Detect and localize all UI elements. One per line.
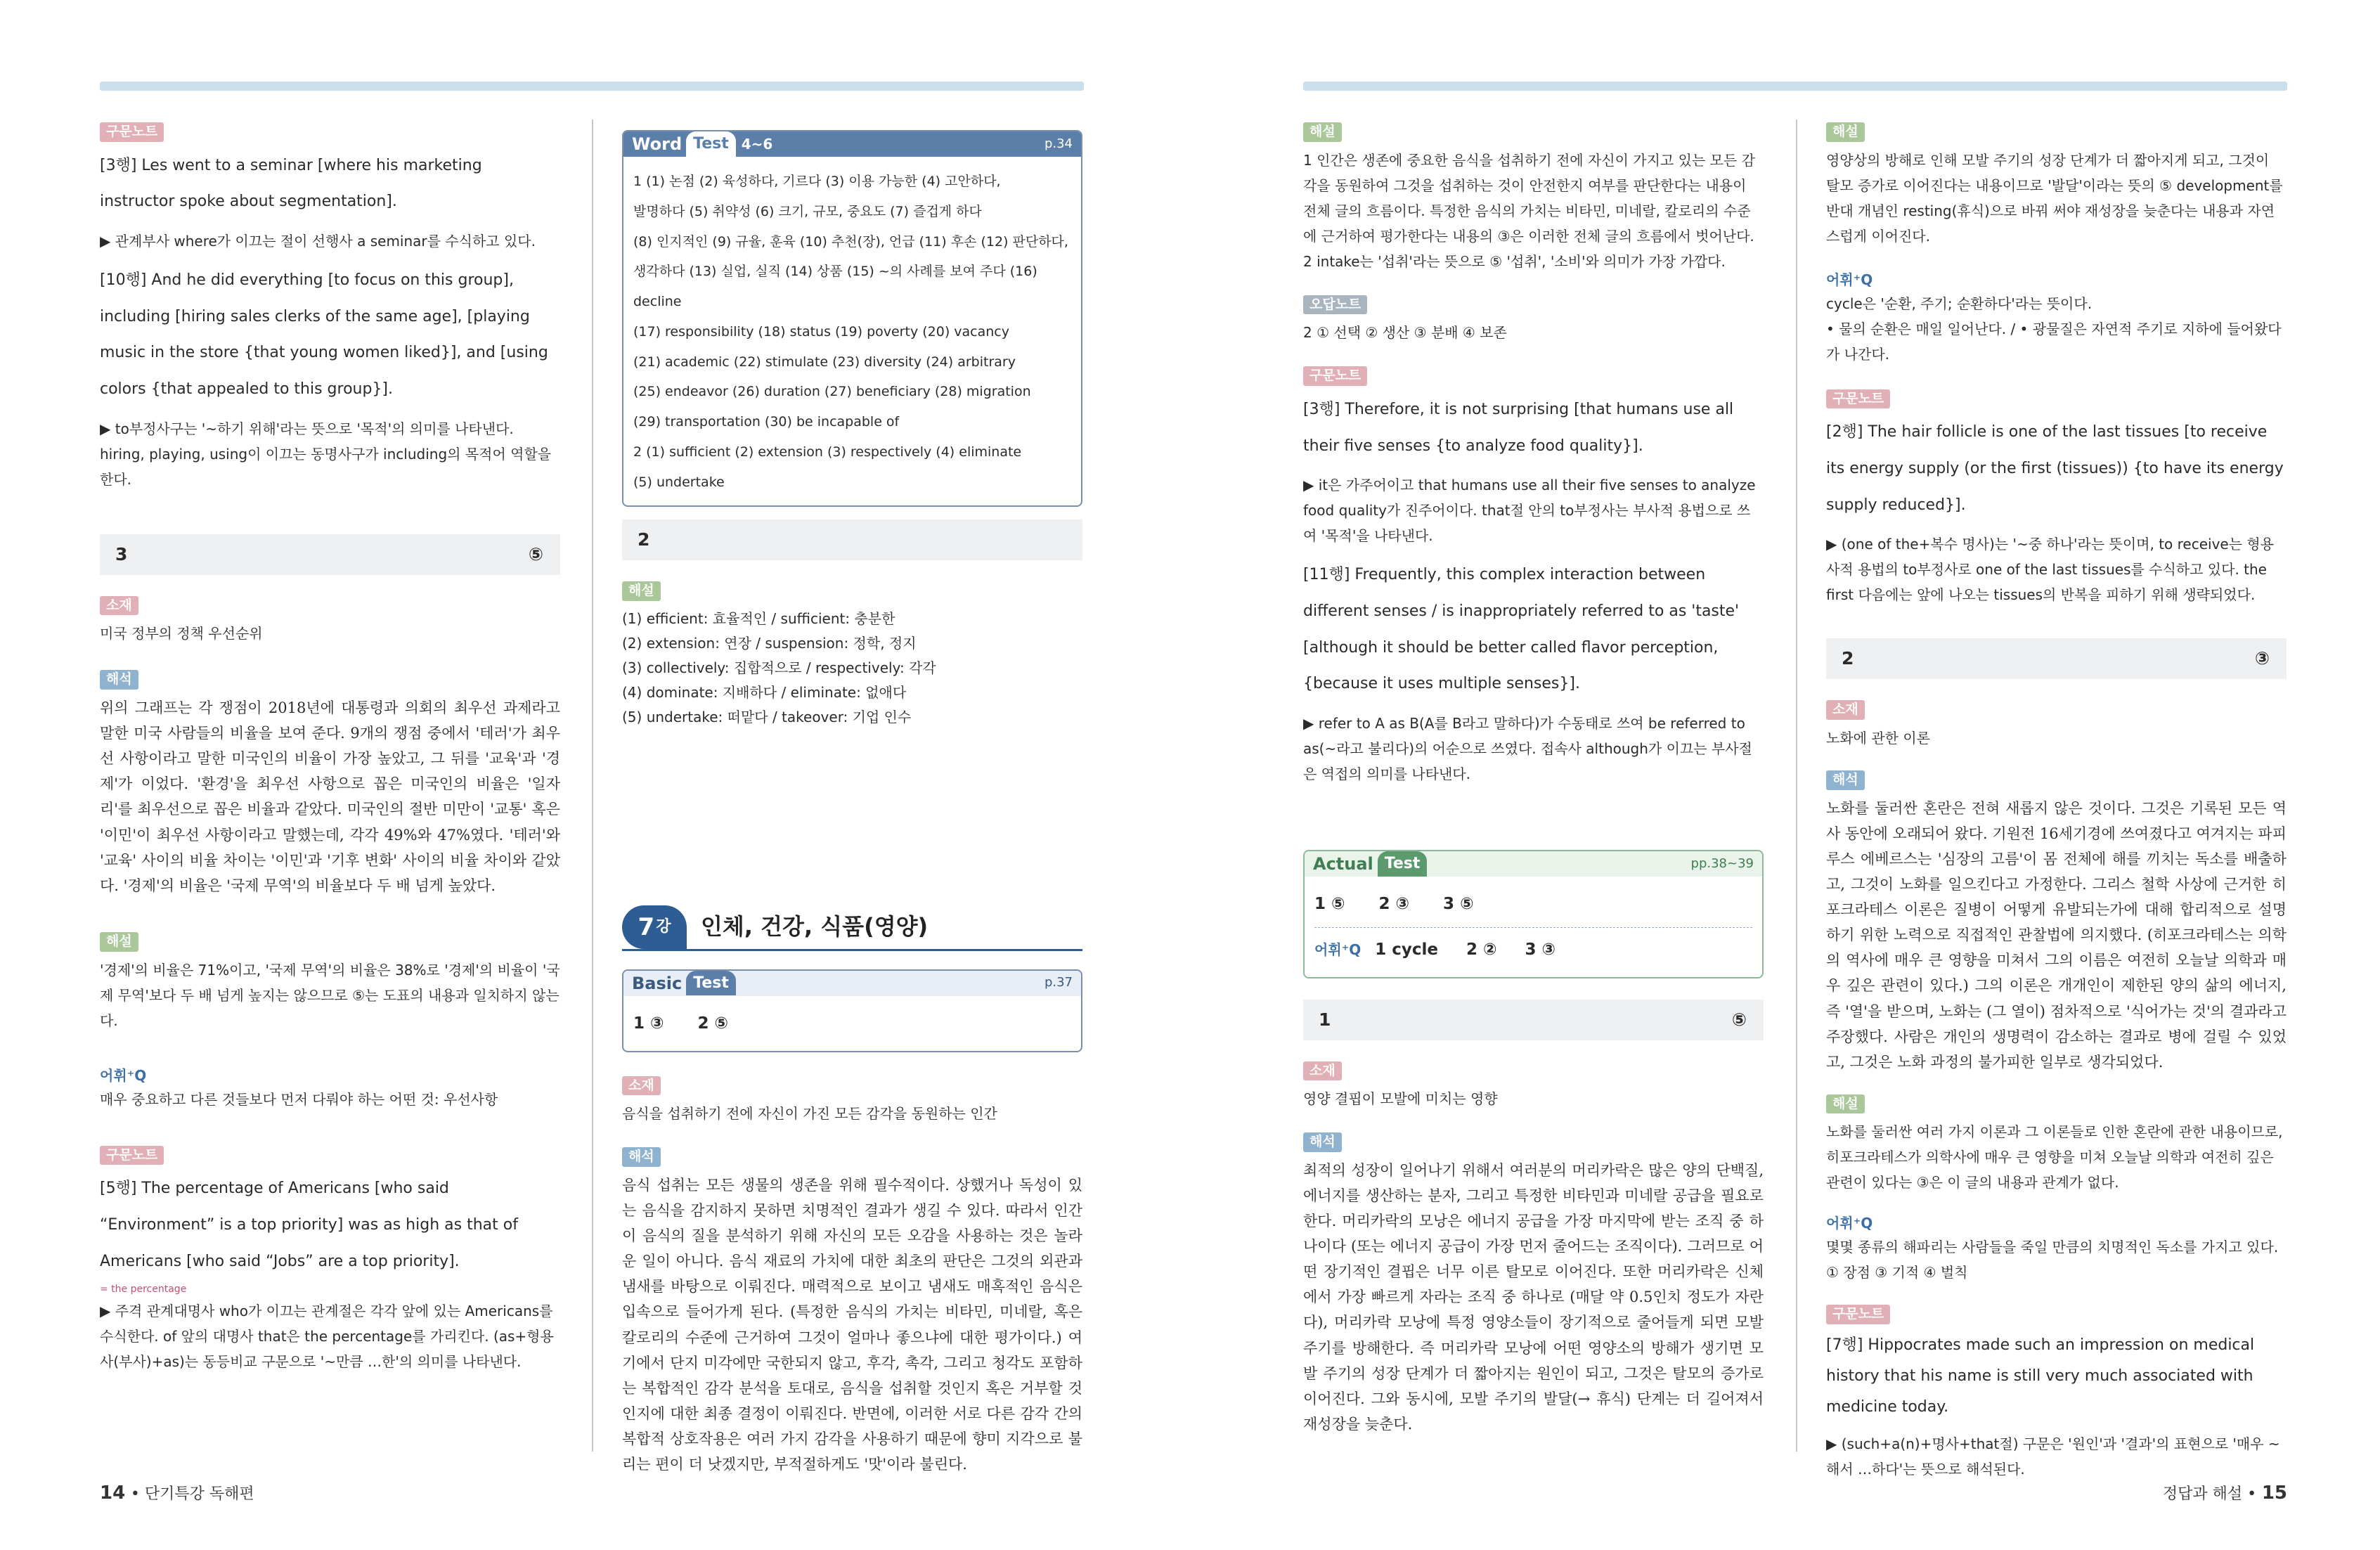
box-title-tab: Test — [1378, 851, 1428, 876]
vocab-block — [100, 1064, 560, 1112]
answer-bar — [100, 534, 560, 575]
section-tag: 해석 — [1826, 770, 1865, 790]
sentence-analysis: [10행] And he did everything [to focus on this group], including [hiring sales clerks of the same age], [playing music in the store {that young women liked}], and [using colors {that appealed to this group}]. — [100, 271, 548, 399]
section-tag: 해설 — [1826, 122, 1865, 142]
word-test-line: (5) undertake — [633, 474, 725, 490]
section-title: 정답과 해설 • — [2162, 1485, 2257, 1503]
section-tag: 오답노트 — [1303, 295, 1367, 315]
explanation-item: (4) dominate: 지배하다 / eliminate: 없애다 — [622, 683, 907, 701]
word-test-line: (29) transportation (30) be incapable of — [633, 414, 900, 430]
box-title: Word — [632, 134, 683, 154]
sentence-analysis: [5행] The percentage of Americans [who said “Environment” is a top priority] was as high as that of Americans [who said “Jobs” are a top priority]. — [100, 1180, 518, 1270]
section-tag: 구문노트 — [100, 1146, 164, 1165]
vocab-heading: 어휘⁺Q — [100, 1066, 147, 1084]
grammar-note: ▶ 주격 관계대명사 who가 이끄는 관계절은 각각 앞에 있는 Americans를 수식한다. of 앞의 대명사 that은 the percentage를 가리킨다. (as+형용사(부사)+as)는 동등비교 구문으로 '~만큼 …한'의 의미를 나타낸다. — [100, 1303, 554, 1371]
book-title: • 단기특강 독해편 — [130, 1485, 254, 1503]
word-test-line: 발명하다 (5) 취약성 (6) 크기, 규모, 중요도 (7) 즐겁게 하다 — [633, 203, 982, 219]
translation-text: 노화를 둘러싼 혼란은 전혀 새롭지 않은 것이다. 그것은 기록된 모든 역사 동안에 오래되어 왔다. 기원전 16세기경에 쓰여졌다고 여겨지는 파피루스 에베르스는 '심장의 고름'이 몸 전체에 해를 끼치는 독소를 배출하고, 그것이 노화를 일으킨다고 가정한다. 그리스 철학 사상에 근거한 히포크라테스 이론은 질병이 어떻게 유발되는가에 대해 합리적으로 설명하기 위한 노력으로 직접적인 관찰법에 의지했다. (히포크라테스는 의학의 역사에 매우 큰 영향을 미쳐서 그의 이름은 여전히 오늘날 의학과 매우 깊은 관련이 있다.) 그의 이론은 개개인이 제한된 양의 삶의 에너지, 즉 '열'을 받으며, 노화는 (그 열이) 점차적으로 '식어가는 것'의 결과라고 주장했다. 사람은 개인의 생명력이 감소하는 결과로 병에 걸릴 수 있었고, 그것은 노화 과정의 불가피한 일부로 생각되었다. — [1826, 799, 2287, 1071]
word-test-line: 2 (1) sufficient (2) extension (3) respectively (4) eliminate — [633, 444, 1022, 460]
vocab-text: 매우 중요하고 다른 것들보다 먼저 다뤄야 하는 어떤 것: 우선사항 — [100, 1090, 498, 1108]
gumun-note-block — [1826, 1302, 2287, 1482]
answer-choice: ③ — [2254, 648, 2270, 669]
haeseol-block — [1303, 120, 1764, 274]
haeseol-block — [622, 579, 1082, 730]
grammar-note: ▶ (one of the+복수 명사)는 '~중 하나'라는 뜻이며, to receive는 형용사적 용법의 to부정사로 one of the last tissues를 수식하고 있다. the first 다음에는 앞에 나오는 tissues의 반복을 피하기 위해 생략되었다. — [1826, 536, 2275, 604]
vocab-heading: 어휘⁺Q — [1314, 941, 1362, 958]
gumun-note-block — [1303, 363, 1764, 787]
topic-text: 영양 결핍이 모발에 미치는 영향 — [1303, 1090, 1498, 1108]
box-title-tab: Test — [686, 971, 736, 995]
explanation-text: 노화를 둘러싼 여러 가지 이론과 그 이론들로 인한 혼란에 관한 내용이므로, 히포크라테스가 의학사에 매우 큰 영향을 미쳐 오늘날 의학과 여전히 깊은 관련이 있다는 ③은 이 글의 내용과 관계가 없다. — [1826, 1123, 2283, 1191]
haeseok-block — [1303, 1130, 1764, 1437]
grammar-note: ▶ to부정사구는 '~하기 위해'라는 뜻으로 '목적'의 의미를 나타낸다. hiring, playing, using이 이끄는 동명사구가 including의 목적어 역할을 한다. — [100, 420, 552, 488]
word-test-box — [622, 130, 1082, 507]
vocab-text: cycle은 '순환, 주기; 순환하다'라는 뜻이다. — [1826, 295, 2093, 312]
gumun-note-block — [100, 1143, 560, 1375]
sojae-block — [622, 1073, 1082, 1127]
actual-test-body — [1305, 877, 1762, 977]
explanation-text: 1 인간은 생존에 중요한 음식을 섭취하기 전에 자신이 가지고 있는 모든 감각을 동원하여 그것을 섭취하는 것이 안전한지 여부를 판단한다는 내용이 전체 글의 흐름이다. 특정한 음식의 가치는 비타민, 미네랄, 칼로리의 수준에 근거하여 평가한다는 내용의 ③은 이러한 전체 글의 흐름에서 벗어난다. — [1303, 151, 1755, 245]
section-tag: 해석 — [100, 670, 138, 690]
sentence-analysis: [7행] Hippocrates made such an impression on medical history that his name is still very much associated with medicine today. — [1826, 1336, 2255, 1416]
word-test-line: 1 (1) 논점 (2) 육성하다, 기르다 (3) 이용 가능한 (4) 고안하다, — [633, 174, 1001, 189]
section-tag: 해석 — [1303, 1132, 1342, 1152]
box-range: 4~6 — [741, 136, 773, 153]
translation-text: 음식 섭취는 모든 생물의 생존을 위해 필수적이다. 상했거나 독성이 있는 음식을 감지하지 못하면 치명적인 결과가 생길 수 있다. 따라서 인간이 음식의 질을 분석하기 위해 자신의 모든 오감을 사용하는 것은 놀라운 일이 아니다. 음식 재료의 가치에 대한 최초의 판단은 그것의 외관과 냄새를 바탕으로 이뤄진다. 매력적으로 보이고 냄새도 매혹적인 음식은 입속으로 들어가게 된다. (특정한 음식의 가치는 비타민, 미네랄, 혹은 칼로리의 수준에 근거하여 그것이 얼마나 좋으냐에 대한 평가이다.) 여기에서 단지 미각에만 국한되지 않고, 후각, 촉각, 그리고 청각도 포함하는 복합적인 감각 분석을 토대로, 음식을 섭취할 것인지 혹은 거부할 것인지에 대한 최종 결정이 이뤄진다. 반면에, 이러한 서로 다른 감각 간의 복합적 상호작용은 여러 가지 감각을 사용하기 때문에 향미 지각으로 불리는 편이 더 낫겠지만, 부적절하게도 '맛'이라 불린다. — [622, 1176, 1082, 1473]
translation-text: 위의 그래프는 각 쟁점이 2018년에 대통령과 의회의 최우선 과제라고 말한 미국 사람들의 비율을 보여 준다. 9개의 쟁점 중에서 '테러'가 최우선 사항이라고 말한 미국인의 비율이 가장 높았고, 그 뒤를 '교육'과 '경제'가 이었다. '환경'을 최우선 사항으로 꼽은 미국인의 비율은 '일자리'를 최우선으로 꼽은 비율과 같았다. 미국인의 절반 미만이 '교통' 혹은 '이민'이 최우선 사항이라고 말했는데, 각각 49%와 47%였다. '테러'와 '교육' 사이의 비율 차이는 '이민'과 '기후 변화' 사이의 비율 차이와 같았다. '경제'의 비율은 '국제 무역'의 비율보다 두 배 넘게 높았다. — [100, 699, 560, 894]
word-test-header — [623, 131, 1081, 157]
section-tag: 해설 — [100, 932, 138, 952]
left-footer — [100, 1482, 254, 1504]
answer-bar — [622, 519, 1082, 560]
vocab-text: • 물의 순환은 매일 일어난다. / • 광물질은 자연적 주기로 지하에 들어왔다가 나간다. — [1826, 320, 2282, 363]
sentence-analysis: [11행] Frequently, this complex interaction between different senses / is inappropriately referred to as 'taste' [although it should be better called flavor perception, {because it uses multiple senses}]. — [1303, 566, 1740, 693]
word-test-line: 생각하다 (13) 실업, 실직 (14) 상품 (15) ~의 사례를 보여 주다 (16) decline — [633, 264, 1037, 309]
grammar-note: ▶ (such+a(n)+명사+that절) 구문은 '원인'과 '결과'의 표현으로 '매우 ~해서 …하다'는 뜻으로 해석된다. — [1826, 1435, 2280, 1478]
word-test-body — [623, 157, 1081, 505]
vocab-text: 몇몇 종류의 해파리는 사람들을 죽일 만큼의 치명적인 독소를 가지고 있다. — [1826, 1239, 2279, 1256]
answer-choice: ⑤ — [1731, 1009, 1747, 1030]
actual-test-box — [1303, 850, 1764, 979]
topic-text: 음식을 섭취하기 전에 자신이 가진 모든 감각을 동원하는 인간 — [622, 1105, 997, 1123]
basic-test-answers: 1 ③ 2 ⑤ — [633, 1014, 729, 1033]
right-page-column-2 — [1826, 120, 2287, 1513]
grammar-note: ▶ it은 가주어이고 that humans use all their five senses to analyze food quality가 진주어이다. that절 안의 to부정사는 부사적 용법으로 쓰여 '목적'을 나타낸다. — [1303, 477, 1756, 545]
haeseol-block — [1826, 1092, 2287, 1196]
translation-text: 최적의 성장이 일어나기 위해서 여러분의 머리카락은 많은 양의 단백질, 에너지를 생산하는 분자, 그리고 특정한 비타민과 미네랄 공급을 필요로 한다. 머리카락의 모낭은 에너지 공급을 가장 마지막에 받는 조직 중 하나이다 (또는 에너지 공급이 가장 먼저 줄어드는 조직이다). 그러므로 어떤 장기적인 결핍은 너무 이른 탈모로 이어진다. 또한 머리카락은 신체에서 가장 빠르게 자라는 조직 중 하나로 (매달 약 0.5인치 정도가 자란다), 머리카락 모낭에 특정 영양소들이 장기적으로 줄어들게 되면 모발 주기를 방해한다. 즉 머리카락 모낭에 어떤 영양소의 방해가 생기면 모발 주기의 성장 단계가 더 짧아지는 원인이 되고, 그것은 탈모의 증가로 이어진다. 그와 동시에, 모발 주기의 발달(→ 휴식) 단계는 더 길어져서 재성장을 늦춘다. — [1303, 1161, 1764, 1433]
section-tag: 소재 — [1303, 1061, 1342, 1081]
page-number: 14 — [100, 1483, 126, 1504]
topic-text: 노화에 관한 이론 — [1826, 729, 1930, 747]
explanation-text: 2 intake는 '섭취'라는 뜻으로 ⑤ '섭취', '소비'와 의미가 가장 가깝다. — [1303, 252, 1726, 270]
haeseol-block — [100, 929, 560, 1033]
page-number: 15 — [2261, 1483, 2287, 1504]
sojae-block — [100, 593, 560, 647]
right-footer — [2163, 1482, 2287, 1504]
lesson-suffix: 강 — [656, 918, 671, 936]
section-tag: 구문노트 — [1826, 389, 1890, 409]
question-number: 1 — [1319, 1009, 1331, 1030]
answer-bar — [1303, 1000, 1764, 1040]
question-number: 2 — [638, 529, 650, 550]
vocab-block — [1826, 269, 2287, 367]
word-test-line: (21) academic (22) stimulate (23) diversity (24) arbitrary — [633, 354, 1016, 370]
vocab-heading: 어휘⁺Q — [1826, 1215, 1873, 1232]
right-top-bar — [1303, 82, 2287, 91]
lesson-title: 인체, 건강, 식품(영양) — [701, 913, 929, 941]
section-tag: 구문노트 — [100, 122, 164, 142]
left-top-bar — [100, 82, 1084, 91]
explanation-text: '경제'의 비율은 71%이고, '국제 무역'의 비율은 38%로 '경제'의 비율이 '국제 무역'보다 두 배 넘게 높지는 않으므로 ⑤는 도표의 내용과 일치하지 않는다. — [100, 961, 560, 1029]
explanation-text: 영양상의 방해로 인해 모발 주기의 성장 단계가 더 짧아지게 되고, 그것이 탈모 증가로 이어진다는 내용이므로 '발달'이라는 뜻의 ⑤ development를 반대 개념인 resting(휴식)으로 바꿔 써야 재성장을 늦춘다는 내용과 자연스럽게 이어진다. — [1826, 151, 2283, 245]
topic-text: 미국 정부의 정책 우선순위 — [100, 625, 263, 642]
sentence-analysis: [3행] Therefore, it is not surprising [that humans use all their five senses {to analyze food quality}]. — [1303, 400, 1734, 455]
sentence-analysis: [2행] The hair follicle is one of the last tissues [to receive its energy supply (or the first (tissues)) {to have its energy supply reduced}]. — [1826, 423, 2284, 514]
sojae-block — [1303, 1059, 1764, 1112]
right-column-divider — [1796, 120, 1797, 1452]
vocab-heading: 어휘⁺Q — [1826, 271, 1873, 288]
word-test-line: (8) 인지적인 (9) 규율, 훈육 (10) 추천(장), 언급 (11) 후손 (12) 판단하다, — [633, 233, 1068, 250]
actual-test-vocab-row — [1314, 928, 1752, 969]
page-ref: p.34 — [1044, 136, 1073, 151]
box-title: Basic — [632, 973, 683, 993]
question-number: 3 — [115, 543, 128, 564]
wrong-answer-note: 2 ① 선택 ② 생산 ③ 분배 ④ 보존 — [1303, 324, 1507, 342]
basic-test-box — [622, 969, 1082, 1052]
haeseok-block — [622, 1144, 1082, 1477]
vocab-block — [1826, 1212, 2287, 1285]
sub-annotation: = the percentage — [100, 1284, 187, 1296]
section-tag: 해설 — [1303, 122, 1342, 142]
vocab-answers: 1 cycle 2 ② 3 ③ — [1375, 940, 1556, 959]
vocab-options: ① 장점 ③ 기적 ④ 벌칙 — [1826, 1264, 1968, 1281]
section-tag: 소재 — [622, 1076, 661, 1096]
actual-test-answers: 1 ⑤ 2 ③ 3 ⑤ — [1314, 886, 1752, 928]
lesson-number-badge — [622, 905, 687, 949]
section-tag: 해설 — [622, 581, 661, 601]
haeseok-block — [1826, 768, 2287, 1075]
section-tag: 소재 — [1826, 700, 1865, 720]
explanation-item: (1) efficient: 효율적인 / sufficient: 충분한 — [622, 609, 895, 627]
right-page-column-1 — [1303, 120, 1764, 1468]
grammar-note: ▶ refer to A as B(A를 B라고 말하다)가 수동태로 쓰여 be referred to as(~라고 불리다)의 어순으로 쓰였다. 접속사 although가 이끄는 부사절은 역접의 의미를 나타낸다. — [1303, 715, 1752, 783]
explanation-item: (5) undertake: 떠맡다 / takeover: 기업 인수 — [622, 708, 912, 725]
section-tag: 해설 — [1826, 1094, 1865, 1114]
explanation-item: (2) extension: 연장 / suspension: 정학, 정지 — [622, 634, 917, 652]
section-tag: 구문노트 — [1826, 1305, 1890, 1324]
sentence-analysis: [3행] Les went to a seminar [where his marketing instructor spoke about segmentation]. — [100, 156, 482, 211]
odap-block — [1303, 292, 1764, 346]
left-page-column-2 — [622, 130, 1082, 1508]
word-test-line: (25) endeavor (26) duration (27) beneficiary (28) migration — [633, 384, 1031, 400]
actual-test-header — [1305, 851, 1762, 877]
gumun-note-block — [1826, 387, 2287, 608]
gumun-note-block — [100, 120, 560, 492]
left-page-column-1 — [100, 120, 560, 1405]
question-number: 2 — [1842, 648, 1854, 669]
explanation-item: (3) collectively: 집합적으로 / respectively: 각각 — [622, 659, 936, 676]
haeseok-block — [100, 667, 560, 898]
page-ref: pp.38~39 — [1690, 855, 1754, 871]
basic-test-header — [623, 971, 1081, 996]
answer-bar — [1826, 638, 2287, 679]
box-title: Actual — [1313, 853, 1373, 874]
page-ref: p.37 — [1044, 975, 1073, 990]
section-tag: 소재 — [100, 596, 138, 616]
answer-choice: ⑤ — [528, 543, 543, 564]
box-title-tab: Test — [686, 131, 736, 156]
section-tag: 구문노트 — [1303, 366, 1367, 386]
grammar-note: ▶ 관계부사 where가 이끄는 절이 선행사 a seminar를 수식하고 있다. — [100, 233, 536, 250]
section-tag: 해석 — [622, 1147, 661, 1167]
lesson-header — [622, 905, 1082, 951]
left-column-divider — [592, 120, 593, 1452]
haeseol-block — [1826, 120, 2287, 249]
sojae-block — [1826, 697, 2287, 751]
word-test-line: (17) responsibility (18) status (19) poverty (20) vacancy — [633, 323, 1009, 340]
lesson-number: 7 — [638, 912, 655, 941]
